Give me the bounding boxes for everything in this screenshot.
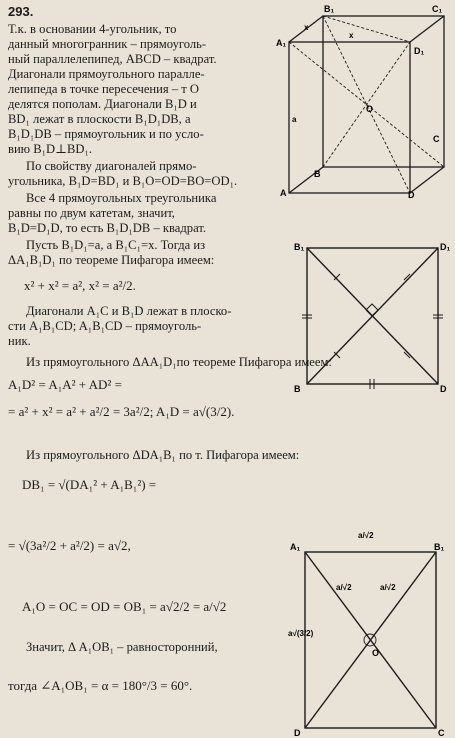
- text-line: ник.: [8, 334, 31, 348]
- text-line: Из прямоугольного ΔAA₁D₁по теореме Пифагора имеем:: [26, 355, 332, 369]
- label-o: O: [366, 104, 374, 114]
- front-face-edge: [289, 42, 410, 193]
- text-line: ный параллелепипед, ABCD – квадрат.: [8, 52, 217, 66]
- text-line: Из прямоугольного ΔDA₁B₁ по т. Пифагора имеем:: [26, 448, 300, 462]
- formula-4: A₁O = OC = OD = OB₁ = a√2/2 = a/√2: [22, 599, 227, 614]
- label-c: C: [438, 728, 445, 738]
- label-b: B: [314, 169, 321, 179]
- label-c1: C₁: [432, 4, 443, 14]
- text-line: угольника, B₁D=BD₁ и B₁O=OD=BO=OD₁.: [8, 174, 238, 188]
- label-b: B: [294, 384, 301, 394]
- text-line: B₁D₁DB – прямоугольник и по усло-: [8, 127, 204, 141]
- edge-d-c: [410, 167, 444, 193]
- label-o: O: [372, 648, 380, 658]
- text-line: сти A₁B₁CD; A₁B₁CD – прямоуголь-: [8, 319, 202, 333]
- label-a-edge: a: [292, 115, 297, 124]
- label-d1: D₁: [414, 46, 425, 56]
- formula-1: x² + x² = a², x² = a²/2.: [24, 278, 136, 293]
- text-line: Значит, Δ A₁OB₁ – равносторонний,: [26, 640, 218, 654]
- text-line: Диагонали A₁C и B₁D лежат в плоско-: [26, 304, 232, 318]
- text-line: BD₁ лежат в плоскости B₁D₁DB, а: [8, 112, 191, 126]
- text-line: делятся пополам. Диагонали B₁D и: [8, 97, 197, 111]
- label-b1: B₁: [434, 542, 445, 552]
- text-line: B₁D=D₁D, то есть B₁D₁DB – квадрат.: [8, 221, 207, 235]
- label-b1: B₁: [294, 242, 305, 252]
- square-figure: [290, 238, 455, 396]
- text-line: Т.к. в основании 4-угольник, то: [8, 22, 177, 36]
- label-a1: A₁: [276, 38, 287, 48]
- diagonal-b1-d1: [323, 16, 410, 42]
- text-line: равны по двум катетам, значит,: [8, 206, 175, 220]
- rectangle-figure: [288, 520, 455, 738]
- formula-3b: = √(3a²/2 + a²/2) = a√2,: [8, 538, 131, 553]
- label-d: D: [408, 190, 415, 198]
- text-line: лепипеда в точке пересечения – т O: [8, 82, 200, 96]
- label-left-side: a√(3/2): [288, 629, 314, 638]
- text-line: вию B₁D⊥BD₁.: [8, 142, 93, 156]
- label-x-edge: x: [304, 23, 309, 32]
- label-a1o: a/√2: [336, 583, 352, 592]
- label-d: D: [294, 728, 301, 738]
- edge-d1-c1: [410, 16, 444, 42]
- label-c: C: [433, 134, 440, 144]
- label-a1: A₁: [290, 542, 301, 552]
- label-top-side: a/√2: [358, 531, 374, 540]
- formula-5: тогда ∠A₁OB₁ = α = 180°/3 = 60°.: [8, 678, 193, 693]
- formula-2a: A₁D² = A₁A² + AD² =: [8, 377, 122, 392]
- text-line: ΔA₁B₁D₁ по теореме Пифагора имеем:: [8, 253, 215, 267]
- parallelepiped-figure: [276, 2, 451, 198]
- text-line: По свойству диагоналей прямо-: [26, 159, 197, 173]
- problem-number: 293.: [8, 4, 34, 19]
- label-b1: B₁: [324, 4, 335, 14]
- text-line: данный многогранник – прямоуголь-: [8, 37, 207, 51]
- text-line: Все 4 прямоугольных треугольника: [26, 191, 217, 205]
- label-d1: D₁: [440, 242, 451, 252]
- label-x-diagonal: x: [349, 31, 354, 40]
- back-face-edge: [323, 16, 444, 167]
- formula-3a: DB₁ = √(DA₁² + A₁B₁²) =: [22, 477, 157, 492]
- formula-2b: = a² + x² = a² + a²/2 = 3a²/2; A₁D = a√(3/2).: [8, 404, 235, 419]
- label-ob1: a/√2: [380, 583, 396, 592]
- right-angle-mark: [366, 304, 378, 316]
- text-line: Диагонали прямоугольного паралле-: [8, 67, 205, 81]
- label-d: D: [440, 384, 447, 394]
- label-a: A: [280, 188, 287, 198]
- text-line: Пусть B₁D₁=a, а B₁C₁=x. Тогда из: [26, 238, 206, 252]
